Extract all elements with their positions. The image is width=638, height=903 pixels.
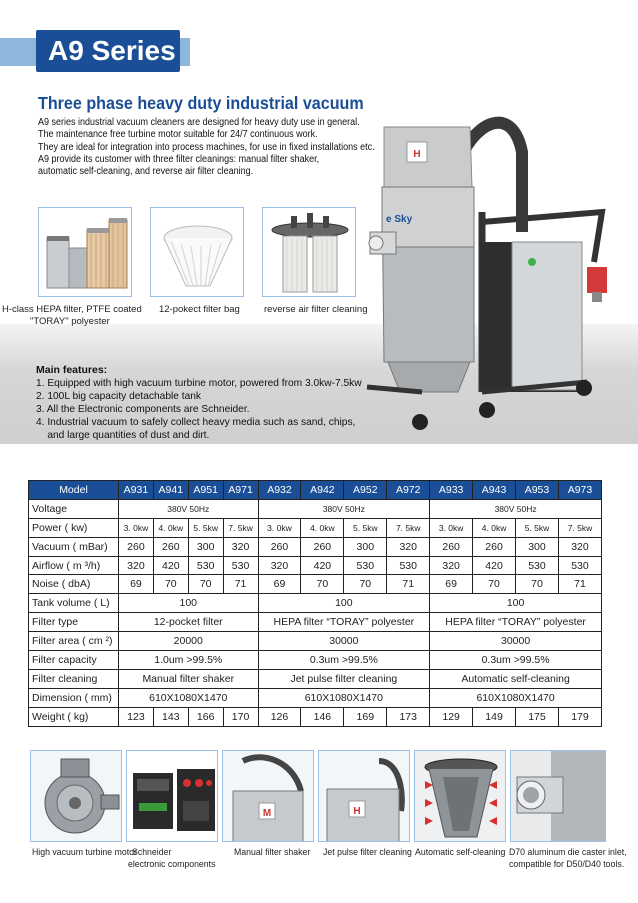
table-cell: 100 [430,594,602,613]
page-title: Three phase heavy duty industrial vacuum [38,93,364,113]
table-cell: 7. 5kw [387,518,430,537]
feature-item: and large quantities of dust and dirt. [36,430,210,441]
table-cell: 320 [430,556,473,575]
filter-shaker-icon [222,750,314,842]
table-cell: 530 [387,556,430,575]
table-cell: 5. 5kw [516,518,559,537]
table-cell: 5. 5kw [188,518,223,537]
row-label: Filter cleaning [29,669,119,688]
table-cell: 129 [430,707,473,726]
table-cell: 380V 50Hz [258,499,430,518]
table-cell: 3. 0kw [119,518,154,537]
table-cell: 610X1080X1470 [430,688,602,707]
features-list [36,377,362,442]
vacuum-product-image [362,92,622,432]
table-row [29,556,602,575]
table-cell: 100 [258,594,430,613]
table-cell: Manual filter shaker [119,669,259,688]
table-cell: 260 [153,537,188,556]
row-label: Weight ( kg) [29,707,119,726]
model-cell: A973 [558,481,601,500]
intro-text [38,117,375,178]
table-cell: 71 [387,575,430,594]
table-cell: Jet pulse filter cleaning [258,669,430,688]
self-cleaning-icon [414,750,506,842]
table-cell: 610X1080X1470 [119,688,259,707]
table-cell: 320 [558,537,601,556]
turbine-motor-icon [30,750,122,842]
features-title: Main features: [36,364,108,376]
table-cell: 420 [473,556,516,575]
table-cell: 300 [516,537,559,556]
table-cell: 530 [344,556,387,575]
table-cell: 126 [258,707,301,726]
gallery-caption: Schneider [132,847,172,858]
model-cell: A933 [430,481,473,500]
table-cell: 320 [223,537,258,556]
table-cell: 3. 0kw [430,518,473,537]
row-label: Filter capacity [29,651,119,670]
spec-table [28,480,602,727]
table-cell: 1.0um >99.5% [119,651,259,670]
table-cell: 4. 0kw [301,518,344,537]
feature-item: 3. All the Electronic components are Schneider. [36,404,250,415]
table-header-row [29,481,602,500]
table-row [29,594,602,613]
table-row [29,688,602,707]
filter-caption: H-class HEPA filter, PTFE coated [2,304,142,315]
table-row [29,651,602,670]
table-cell: 320 [387,537,430,556]
table-cell: 12-pocket filter [119,613,259,632]
svg-text:H: H [353,806,361,817]
gallery-caption: D70 aluminum die caster inlet, [509,847,627,858]
model-cell: A941 [153,481,188,500]
intro-line: A9 provide its customer with three filter cleanings: manual filter shaker, [38,153,320,165]
table-cell: 4. 0kw [153,518,188,537]
table-row [29,632,602,651]
filter-caption: "TORAY" polyester [30,316,110,327]
table-cell: 530 [558,556,601,575]
feature-item: 1. Equipped with high vacuum turbine motor, powered from 3.0kw-7.5kw [36,378,362,389]
table-cell: 530 [188,556,223,575]
inlet-icon [510,750,606,842]
gallery-caption: High vacuum turbine motor [32,847,137,858]
row-label: Noise ( dbA) [29,575,119,594]
table-cell: 300 [188,537,223,556]
table-row [29,518,602,537]
table-cell: 30000 [258,632,430,651]
jet-pulse-icon [318,750,410,842]
table-cell: 610X1080X1470 [258,688,430,707]
model-cell: A943 [473,481,516,500]
table-cell: 260 [119,537,154,556]
table-cell: 260 [258,537,301,556]
table-cell: 320 [258,556,301,575]
reverse-air-filter-icon [262,207,356,297]
table-cell: 179 [558,707,601,726]
table-cell: 143 [153,707,188,726]
table-cell: 70 [473,575,516,594]
table-cell: 260 [430,537,473,556]
table-cell: 100 [119,594,259,613]
table-cell: 5. 5kw [344,518,387,537]
row-label: Power ( kw) [29,518,119,537]
model-cell: A942 [301,481,344,500]
table-cell: 70 [301,575,344,594]
table-cell: 30000 [430,632,602,651]
table-row [29,707,602,726]
filter-bag-icon [150,207,244,297]
svg-text:H: H [413,149,421,160]
product-logo: e Sky [386,214,413,225]
row-label: Filter area ( cm ²) [29,632,119,651]
gallery-caption: Jet pulse filter cleaning [323,847,412,858]
model-cell: A931 [119,481,154,500]
table-cell: 300 [344,537,387,556]
gallery-caption: compatible for D50/D40 tools. [509,859,625,870]
table-cell: 70 [344,575,387,594]
model-cell: A972 [387,481,430,500]
table-cell: 175 [516,707,559,726]
header-model: Model [29,481,119,500]
intro-line: The maintenance free turbine motor suitable for 24/7 continuous work. [38,129,318,141]
table-cell: 71 [558,575,601,594]
filter-caption: 12-pokect filter bag [159,304,240,315]
table-row [29,575,602,594]
table-row [29,499,602,518]
table-cell: 420 [301,556,344,575]
model-cell: A953 [516,481,559,500]
cartridge-filter-icon [38,207,132,297]
table-cell: 70 [516,575,559,594]
feature-item: 2. 100L big capacity detachable tank [36,391,202,402]
row-label: Voltage [29,499,119,518]
gallery-caption: Manual filter shaker [234,847,311,858]
table-cell: HEPA filter “TORAY” polyester [430,613,602,632]
table-cell: 0.3um >99.5% [430,651,602,670]
table-cell: 166 [188,707,223,726]
series-banner: A9 Series [36,30,180,72]
table-cell: 380V 50Hz [119,499,259,518]
table-cell: 530 [516,556,559,575]
filter-caption: reverse air filter cleaning [264,304,368,315]
table-cell: 149 [473,707,516,726]
table-row [29,669,602,688]
svg-text:M: M [262,808,272,819]
row-label: Vacuum ( mBar) [29,537,119,556]
row-label: Filter type [29,613,119,632]
table-cell: 260 [473,537,516,556]
gallery-caption: electronic components [128,859,216,870]
model-cell: A971 [223,481,258,500]
table-cell: 380V 50Hz [430,499,602,518]
table-cell: HEPA filter “TORAY” polyester [258,613,430,632]
table-cell: 170 [223,707,258,726]
table-cell: 71 [223,575,258,594]
model-cell: A932 [258,481,301,500]
model-cell: A952 [344,481,387,500]
table-cell: 530 [223,556,258,575]
table-cell: 69 [430,575,473,594]
table-cell: 123 [119,707,154,726]
row-label: Tank volume ( L) [29,594,119,613]
gallery-caption: Automatic self-cleaning [415,847,506,858]
table-cell: 3. 0kw [258,518,301,537]
table-cell: 320 [119,556,154,575]
table-row [29,537,602,556]
table-cell: Automatic self-cleaning [430,669,602,688]
table-cell: 70 [188,575,223,594]
contactor-icon [126,750,218,842]
table-cell: 169 [344,707,387,726]
table-cell: 146 [301,707,344,726]
table-cell: 69 [119,575,154,594]
intro-line: automatic self-cleaning, and reverse air filter cleaning. [38,166,254,178]
row-label: Airflow ( m ³/h) [29,556,119,575]
row-label: Dimension ( mm) [29,688,119,707]
table-cell: 260 [301,537,344,556]
table-cell: 0.3um >99.5% [258,651,430,670]
feature-item: 4. Industrial vacuum to safely collect heavy media such as sand, chips, [36,417,356,428]
table-cell: 20000 [119,632,259,651]
intro-line: A9 series industrial vacuum cleaners are designed for heavy duty use in general. [38,117,360,128]
table-cell: 7. 5kw [558,518,601,537]
table-row [29,613,602,632]
table-cell: 70 [153,575,188,594]
table-cell: 420 [153,556,188,575]
intro-line: They are ideal for integration into process machines, for use in fixed installations etc. [38,141,375,153]
table-cell: 7. 5kw [223,518,258,537]
model-cell: A951 [188,481,223,500]
table-cell: 173 [387,707,430,726]
table-cell: 4. 0kw [473,518,516,537]
table-cell: 69 [258,575,301,594]
